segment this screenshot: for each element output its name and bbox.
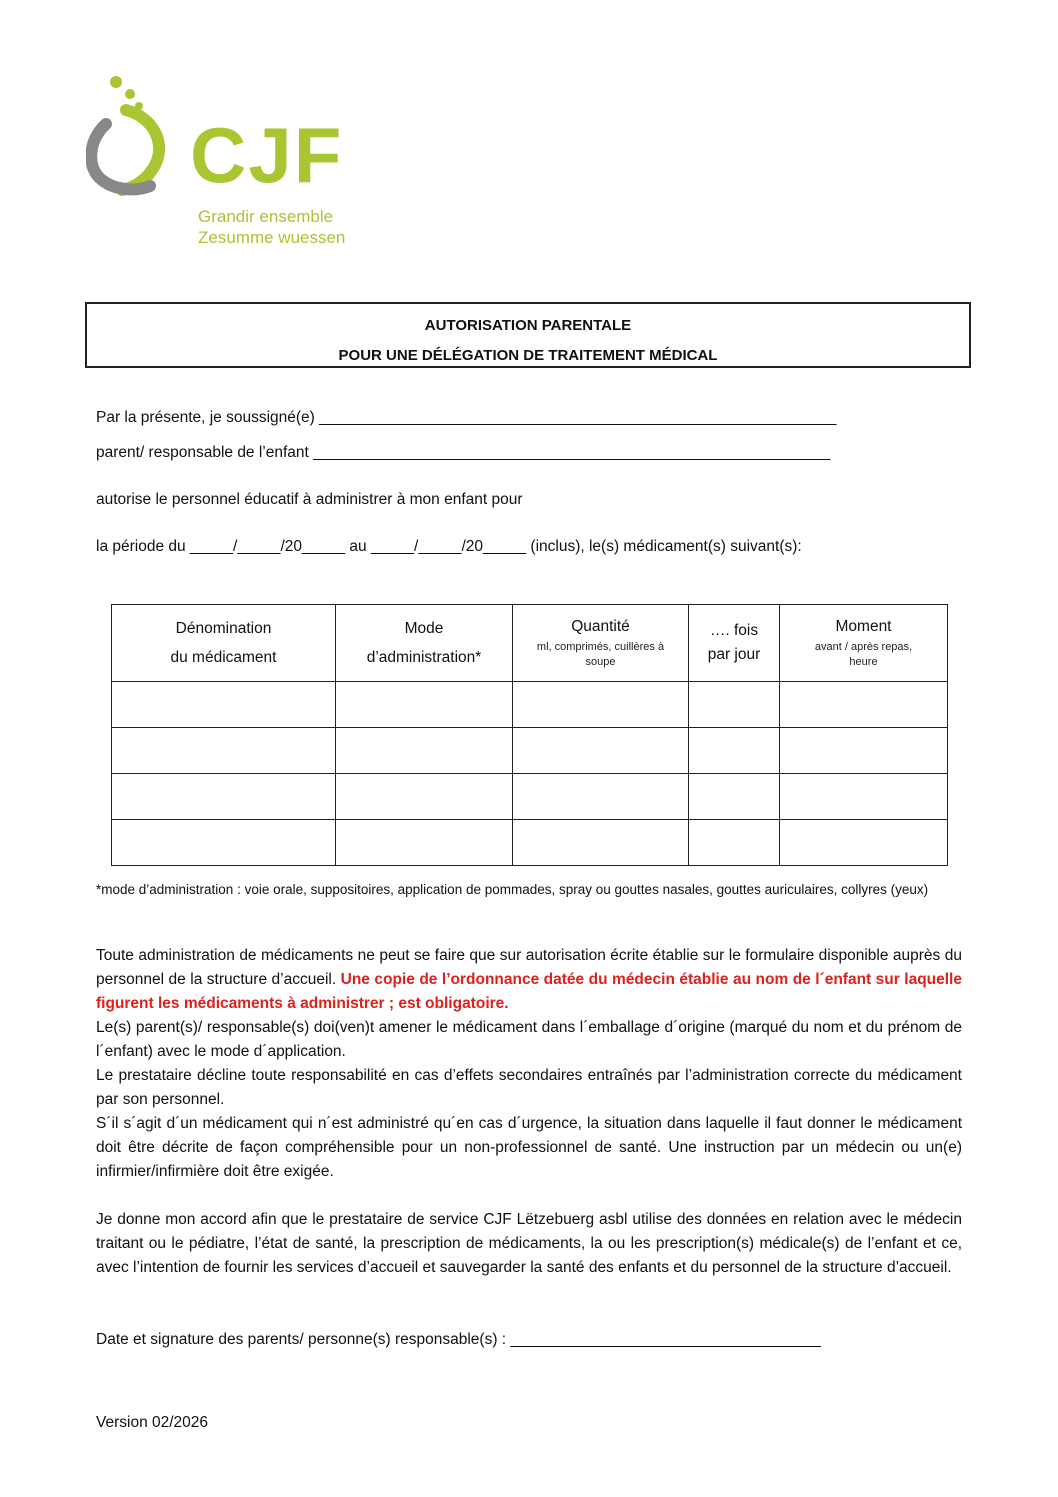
paragraph-responsabilite: Le prestataire décline toute responsabilité en cas d’effets secondaires entraînés par l’administration correcte du médicament par son personnel. — [96, 1067, 962, 1108]
logo-tagline-2: Zesumme wuessen — [198, 228, 346, 247]
table-cell[interactable] — [336, 820, 513, 866]
table-header-row — [112, 605, 948, 682]
table-cell[interactable] — [336, 728, 513, 774]
soussigne-line[interactable]: Par la présente, je soussigné(e) ____________________________________________________________ — [96, 409, 837, 426]
table-cell[interactable] — [513, 682, 689, 728]
document-subtitle: POUR UNE DÉLÉGATION DE TRAITEMENT MÉDICAL — [338, 347, 718, 364]
header-frequence — [689, 605, 780, 682]
table-cell[interactable] — [112, 820, 336, 866]
header-quantite-label: Quantité — [571, 618, 630, 635]
medication-table — [111, 604, 948, 866]
table-cell[interactable] — [689, 820, 780, 866]
paragraph-administration-text: Toute administration de médicaments ne peut se faire que sur autorisation écrite établie sur le formulaire disponible auprès du personnel de la structure d’accueil. — [96, 947, 962, 988]
autorise-line: autorise le personnel éducatif à administrer à mon enfant pour — [96, 491, 523, 508]
table-cell[interactable] — [513, 820, 689, 866]
header-moment-label: Moment — [835, 618, 892, 635]
table-cell[interactable] — [336, 774, 513, 820]
ordonnance-warning: Une copie de l’ordonnance datée du médecin établie au nom de l´enfant sur laquelle figurent les médicaments à administrer ; est obligatoire. — [96, 971, 962, 1012]
document-title: AUTORISATION PARENTALE — [424, 317, 632, 334]
table-cell[interactable] — [112, 728, 336, 774]
table-row — [112, 728, 948, 774]
periode-line[interactable]: la période du _____/_____/20_____ au _____/_____/20_____ (inclus), le(s) médicament(s) suivant(s): — [96, 538, 802, 555]
table-cell[interactable] — [780, 774, 948, 820]
table-cell[interactable] — [112, 774, 336, 820]
cjf-logo-mark-icon — [86, 72, 190, 196]
document-title-box — [85, 302, 971, 368]
header-frequence-label: …. fois par jour — [707, 622, 761, 663]
logo-tagline-1: Grandir ensemble — [198, 207, 334, 226]
paragraph-emballage: Le(s) parent(s)/ responsable(s) doi(ven)t amener le médicament dans l´emballage d´origine (marqué du nom et du prénom de l´enfant) avec le mode d´application. — [96, 1019, 962, 1060]
header-quantite-sub: ml, comprimés, cuillères à soupe — [536, 641, 665, 668]
table-cell[interactable] — [689, 682, 780, 728]
table-row — [112, 820, 948, 866]
cjf-logo — [86, 72, 356, 252]
table-cell[interactable] — [780, 820, 948, 866]
table-cell[interactable] — [513, 728, 689, 774]
table-row — [112, 774, 948, 820]
table-cell[interactable] — [336, 682, 513, 728]
table-cell[interactable] — [689, 728, 780, 774]
table-cell[interactable] — [689, 774, 780, 820]
table-row — [112, 682, 948, 728]
table-cell[interactable] — [780, 682, 948, 728]
header-denomination — [112, 605, 336, 682]
header-mode — [336, 605, 513, 682]
header-moment — [780, 605, 948, 682]
parent-line[interactable]: parent/ responsable de l’enfant ____________________________________________________________ — [96, 444, 831, 461]
paragraph-administration — [96, 944, 962, 1016]
table-cell[interactable] — [112, 682, 336, 728]
header-quantite — [513, 605, 689, 682]
paragraph-urgence: S´il s´agit d´un médicament qui n´est administré qu´en cas d´urgence, la situation dans laquelle il faut donner le médicament doit être décrite de façon compréhensible pour un non-professionnel de santé. Une instruction par un médecin ou un(e) infirmier/infirmière doit être exigée. — [96, 1115, 962, 1180]
version-label: Version 02/2026 — [96, 1414, 209, 1431]
header-denomination-label: Dénomination du médicament — [170, 620, 277, 666]
paragraph-consentement: Je donne mon accord afin que le prestataire de service CJF Lëtzebuerg asbl utilise des données en relation avec le médecin traitant ou le pédiatre, l’état de santé, la prescription de médicaments, la ou les prescription(s) médicale(s) de l’enfant et ce, avec l’intention de fournir les services d’accueil et sauvegarder la santé des enfants et du personnel de la structure d’accueil. — [96, 1211, 962, 1276]
logo-name: CJF — [190, 111, 344, 199]
table-cell[interactable] — [780, 728, 948, 774]
table-cell[interactable] — [513, 774, 689, 820]
header-mode-label: Mode d’administration* — [366, 620, 482, 666]
signature-line[interactable]: Date et signature des parents/ personne(s) responsable(s) : ____________________________________ — [96, 1331, 821, 1348]
administration-footnote: *mode d’administration : voie orale, suppositoires, application de pommades, spray ou gouttes nasales, gouttes auriculaires, collyres (yeux) — [96, 882, 929, 897]
header-moment-sub: avant / après repas, heure — [814, 641, 913, 668]
